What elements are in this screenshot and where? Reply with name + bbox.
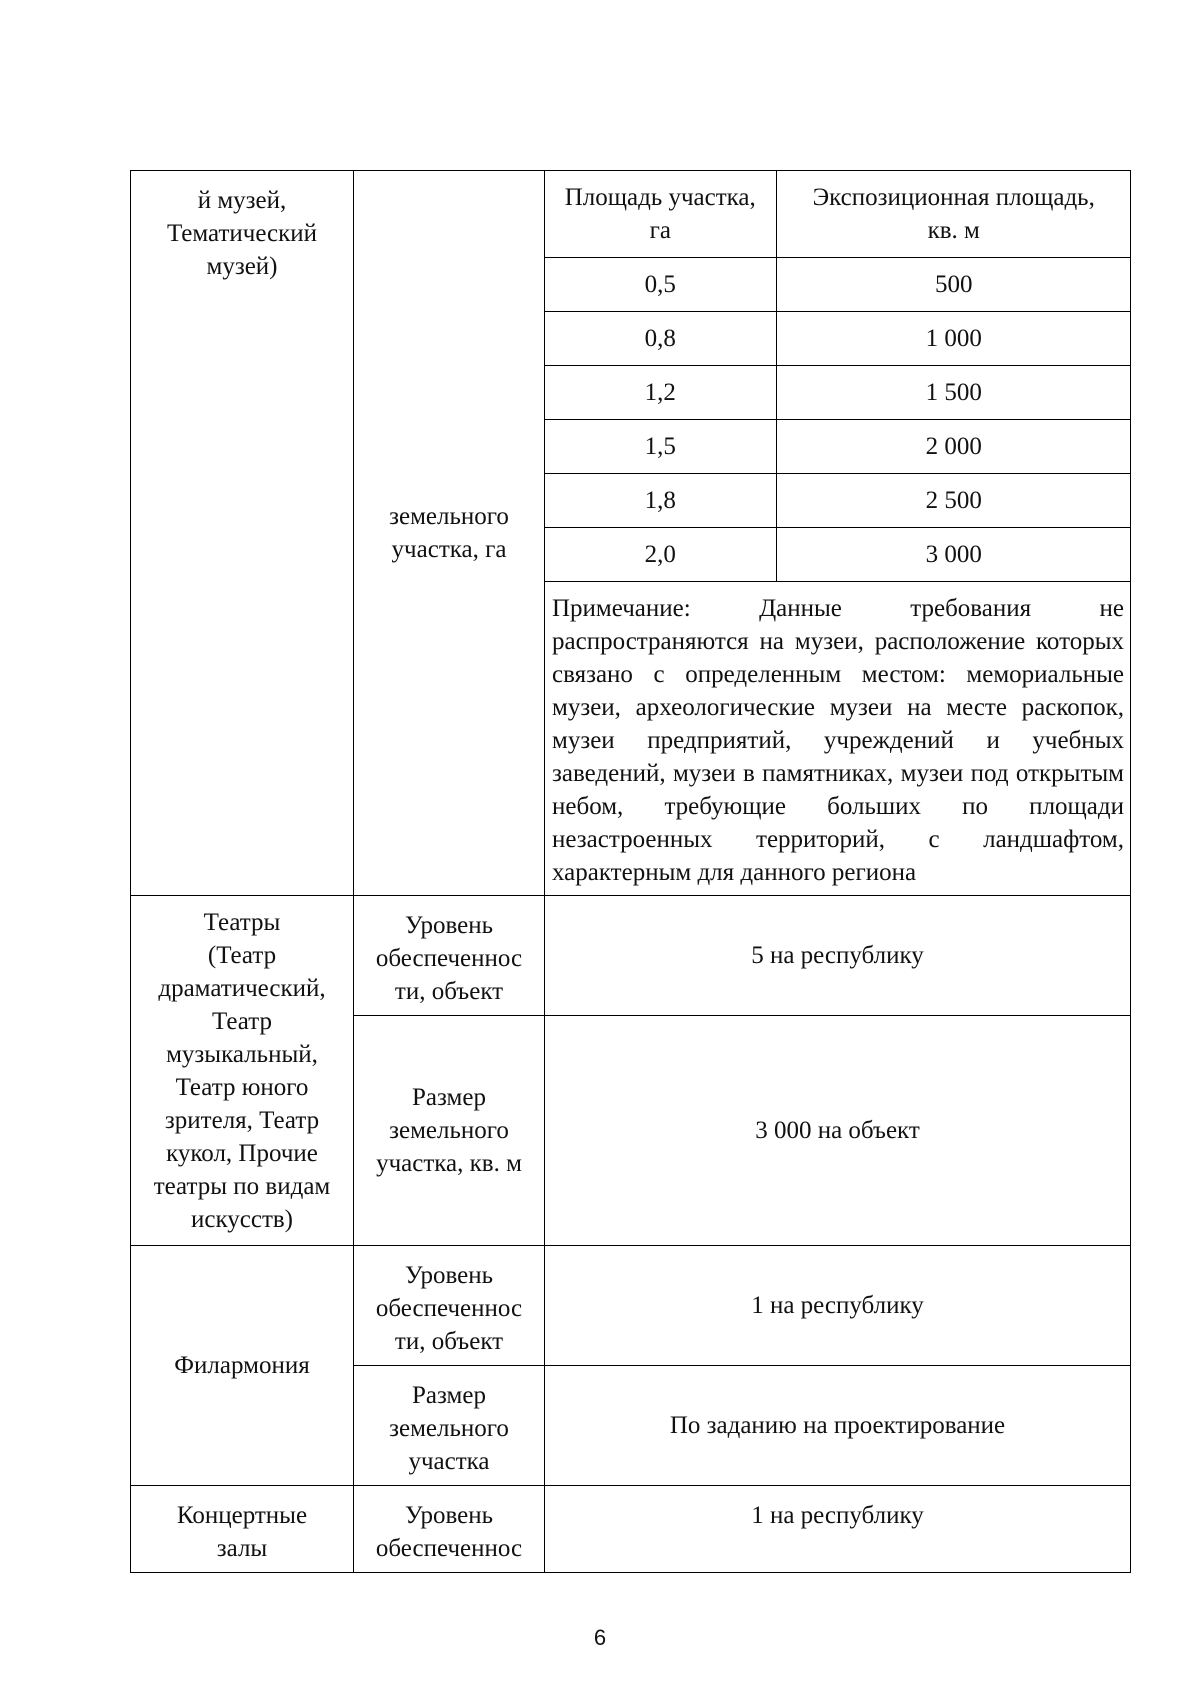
museum-row: [131, 171, 1131, 896]
philharmonic-indicator-cell: [354, 1366, 545, 1486]
theatres-value-cell: [545, 896, 1131, 1016]
museum-name-cell: [131, 171, 354, 896]
area-site-value: 0,5: [545, 258, 776, 312]
area-table-row: [545, 258, 1131, 312]
theatres-value: 5 на республику: [751, 942, 924, 969]
area-table-header: [545, 171, 1131, 258]
philharmonic-value-cell: [545, 1366, 1131, 1486]
philharmonic-indicator-cell: [354, 1246, 545, 1366]
area-table-row: [545, 312, 1131, 366]
concert-halls-indicator-cell: [354, 1486, 545, 1573]
area-exposition-value: 2 500: [776, 474, 1131, 528]
concert-halls-name-cell: [131, 1486, 354, 1573]
area-exposition-value: 1 000: [776, 312, 1131, 366]
theatres-indicator: Уровень обеспеченнос ти, объект: [375, 912, 523, 1005]
philharmonic-row: [131, 1246, 1131, 1366]
museum-name: й музей, Тематический музей): [166, 187, 318, 280]
area-site-value: 1,2: [545, 366, 776, 420]
area-site-value: 2,0: [545, 528, 776, 582]
concert-halls-value: 1 на республику: [751, 1502, 924, 1529]
philharmonic-value-cell: [545, 1246, 1131, 1366]
concert-halls-row: [131, 1486, 1131, 1573]
philharmonic-name-cell: [131, 1246, 354, 1486]
area-header-exposition: Экспозиционная площадь, кв. м: [776, 171, 1131, 258]
area-exposition-value: 3 000: [776, 528, 1131, 582]
area-table-row: [545, 528, 1131, 582]
philharmonic-value: По заданию на проектирование: [669, 1412, 1006, 1439]
philharmonic-name: Филармония: [174, 1352, 310, 1379]
concert-halls-value-cell: [545, 1486, 1131, 1573]
museum-area-cell: [545, 171, 1131, 896]
area-table-row: [545, 474, 1131, 528]
theatres-row: [131, 896, 1131, 1016]
page-number: 6: [593, 1625, 607, 1650]
museum-note: Примечание: Данные требования не распространяются на музеи, расположение которых связано с определенным местом: мемориальные музеи, археологические музеи на месте раскопок, музеи предприятий, учреждений и учебных заведений, музеи в памятниках, музеи под открытым небом, требующие больших по площади незастроенных территорий, с ландшафтом, характерным для данного региона: [552, 595, 1124, 886]
area-table-row: [545, 420, 1131, 474]
area-exposition-value: 1 500: [776, 366, 1131, 420]
philharmonic-indicator: Уровень обеспеченнос ти, объект: [375, 1262, 523, 1355]
concert-halls-name: Концертные залы: [176, 1502, 308, 1562]
museum-indicator-cell: [354, 171, 545, 896]
area-table: [545, 171, 1131, 582]
theatres-value: 3 000 на объект: [755, 1117, 920, 1144]
area-site-value: 1,8: [545, 474, 776, 528]
theatres-indicator: Размер земельного участка, кв. м: [376, 1084, 522, 1177]
standards-table: [130, 170, 1131, 1573]
philharmonic-indicator: Размер земельного участка: [389, 1382, 509, 1475]
area-site-value: 0,8: [545, 312, 776, 366]
theatres-name: Театры (Театр драматический, Театр музыкальный, Театр юного зрителя, Театр кукол, Прочие театры по видам искусств): [153, 908, 331, 1233]
museum-indicator: земельного участка, га: [389, 503, 509, 563]
area-header-site: Площадь участка, га: [545, 171, 776, 258]
area-exposition-value: 500: [776, 258, 1131, 312]
theatres-indicator-cell: [354, 896, 545, 1016]
philharmonic-value: 1 на республику: [751, 1292, 924, 1319]
area-exposition-value: 2 000: [776, 420, 1131, 474]
theatres-value-cell: [545, 1016, 1131, 1246]
theatres-name-cell: [131, 896, 354, 1246]
area-site-value: 1,5: [545, 420, 776, 474]
theatres-indicator-cell: [354, 1016, 545, 1246]
concert-halls-indicator: Уровень обеспеченнос: [375, 1502, 523, 1562]
area-table-row: [545, 366, 1131, 420]
